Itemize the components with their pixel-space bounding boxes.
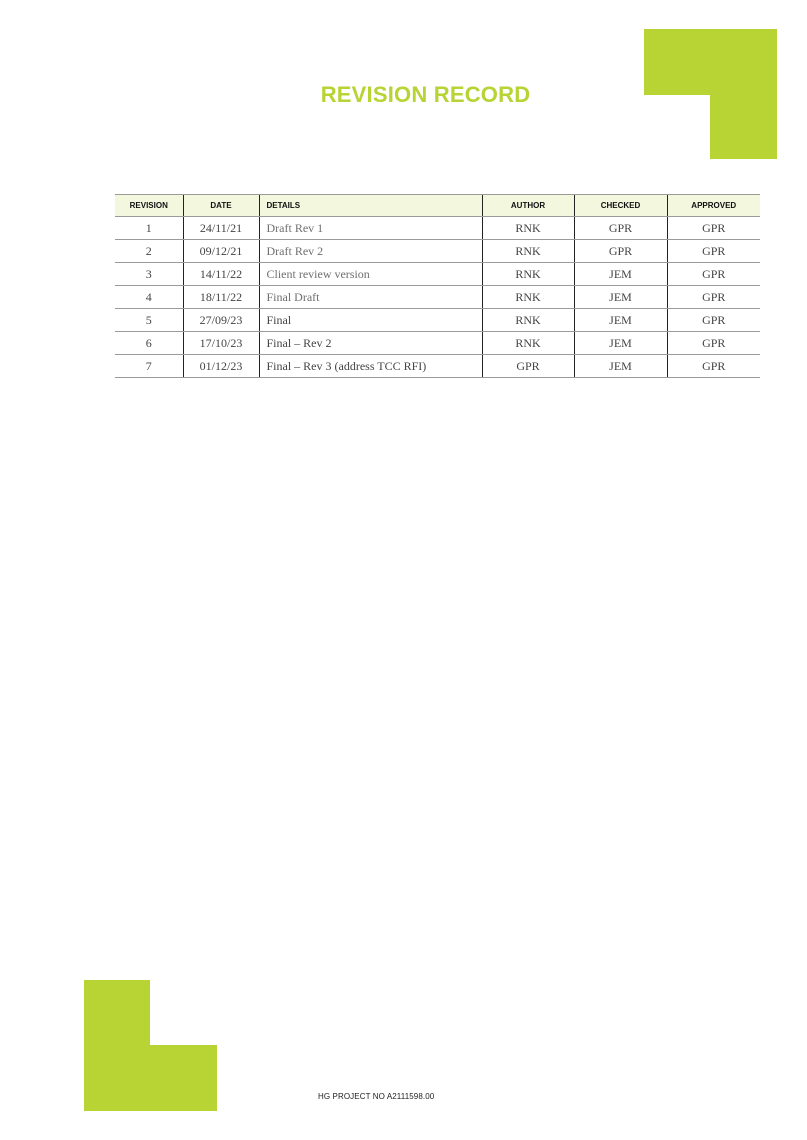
- cell-checked: JEM: [574, 355, 667, 378]
- cell-checked: GPR: [574, 240, 667, 263]
- cell-revision: 5: [115, 309, 183, 332]
- cell-details: Final – Rev 3 (address TCC RFI): [259, 355, 482, 378]
- header-details: DETAILS: [259, 195, 482, 217]
- table-row: [115, 309, 760, 332]
- cell-details: Final: [259, 309, 482, 332]
- cell-approved: GPR: [667, 240, 760, 263]
- footer-project-number: HG PROJECT NO A2111598.00: [318, 1092, 435, 1101]
- table-row: [115, 263, 760, 286]
- cell-revision: 4: [115, 286, 183, 309]
- cell-approved: GPR: [667, 217, 760, 240]
- cell-date: 17/10/23: [183, 332, 259, 355]
- corner-decoration-bottom: [84, 980, 217, 1111]
- cell-details: Draft Rev 2: [259, 240, 482, 263]
- cell-checked: JEM: [574, 332, 667, 355]
- cell-revision: 7: [115, 355, 183, 378]
- cell-checked: JEM: [574, 263, 667, 286]
- page-title: REVISION RECORD: [320, 82, 531, 107]
- cell-revision: 6: [115, 332, 183, 355]
- cell-checked: GPR: [574, 217, 667, 240]
- cell-approved: GPR: [667, 309, 760, 332]
- cell-revision: 1: [115, 217, 183, 240]
- cell-date: 18/11/22: [183, 286, 259, 309]
- cell-details: Draft Rev 1: [259, 217, 482, 240]
- header-author: AUTHOR: [482, 195, 574, 217]
- cell-date: 14/11/22: [183, 263, 259, 286]
- cell-date: 01/12/23: [183, 355, 259, 378]
- header-checked: CHECKED: [574, 195, 667, 217]
- table-row: [115, 240, 760, 263]
- cell-approved: GPR: [667, 332, 760, 355]
- table-row: [115, 332, 760, 355]
- revision-table: [115, 194, 760, 378]
- cell-approved: GPR: [667, 355, 760, 378]
- cell-author: RNK: [482, 309, 574, 332]
- table-row: [115, 355, 760, 378]
- cell-author: RNK: [482, 332, 574, 355]
- cell-date: 09/12/21: [183, 240, 259, 263]
- cell-details: Client review version: [259, 263, 482, 286]
- header-date: DATE: [183, 195, 259, 217]
- cell-date: 27/09/23: [183, 309, 259, 332]
- cell-checked: JEM: [574, 309, 667, 332]
- header-revision: REVISION: [115, 195, 183, 217]
- cell-checked: JEM: [574, 286, 667, 309]
- cell-approved: GPR: [667, 286, 760, 309]
- cell-author: RNK: [482, 240, 574, 263]
- table-row: [115, 217, 760, 240]
- cell-author: GPR: [482, 355, 574, 378]
- cell-author: RNK: [482, 263, 574, 286]
- header-approved: APPROVED: [667, 195, 760, 217]
- table-row: [115, 286, 760, 309]
- cell-details: Final Draft: [259, 286, 482, 309]
- cell-approved: GPR: [667, 263, 760, 286]
- cell-author: RNK: [482, 286, 574, 309]
- cell-revision: 2: [115, 240, 183, 263]
- table-header-row: [115, 195, 760, 217]
- cell-date: 24/11/21: [183, 217, 259, 240]
- cell-author: RNK: [482, 217, 574, 240]
- cell-details: Final – Rev 2: [259, 332, 482, 355]
- cell-revision: 3: [115, 263, 183, 286]
